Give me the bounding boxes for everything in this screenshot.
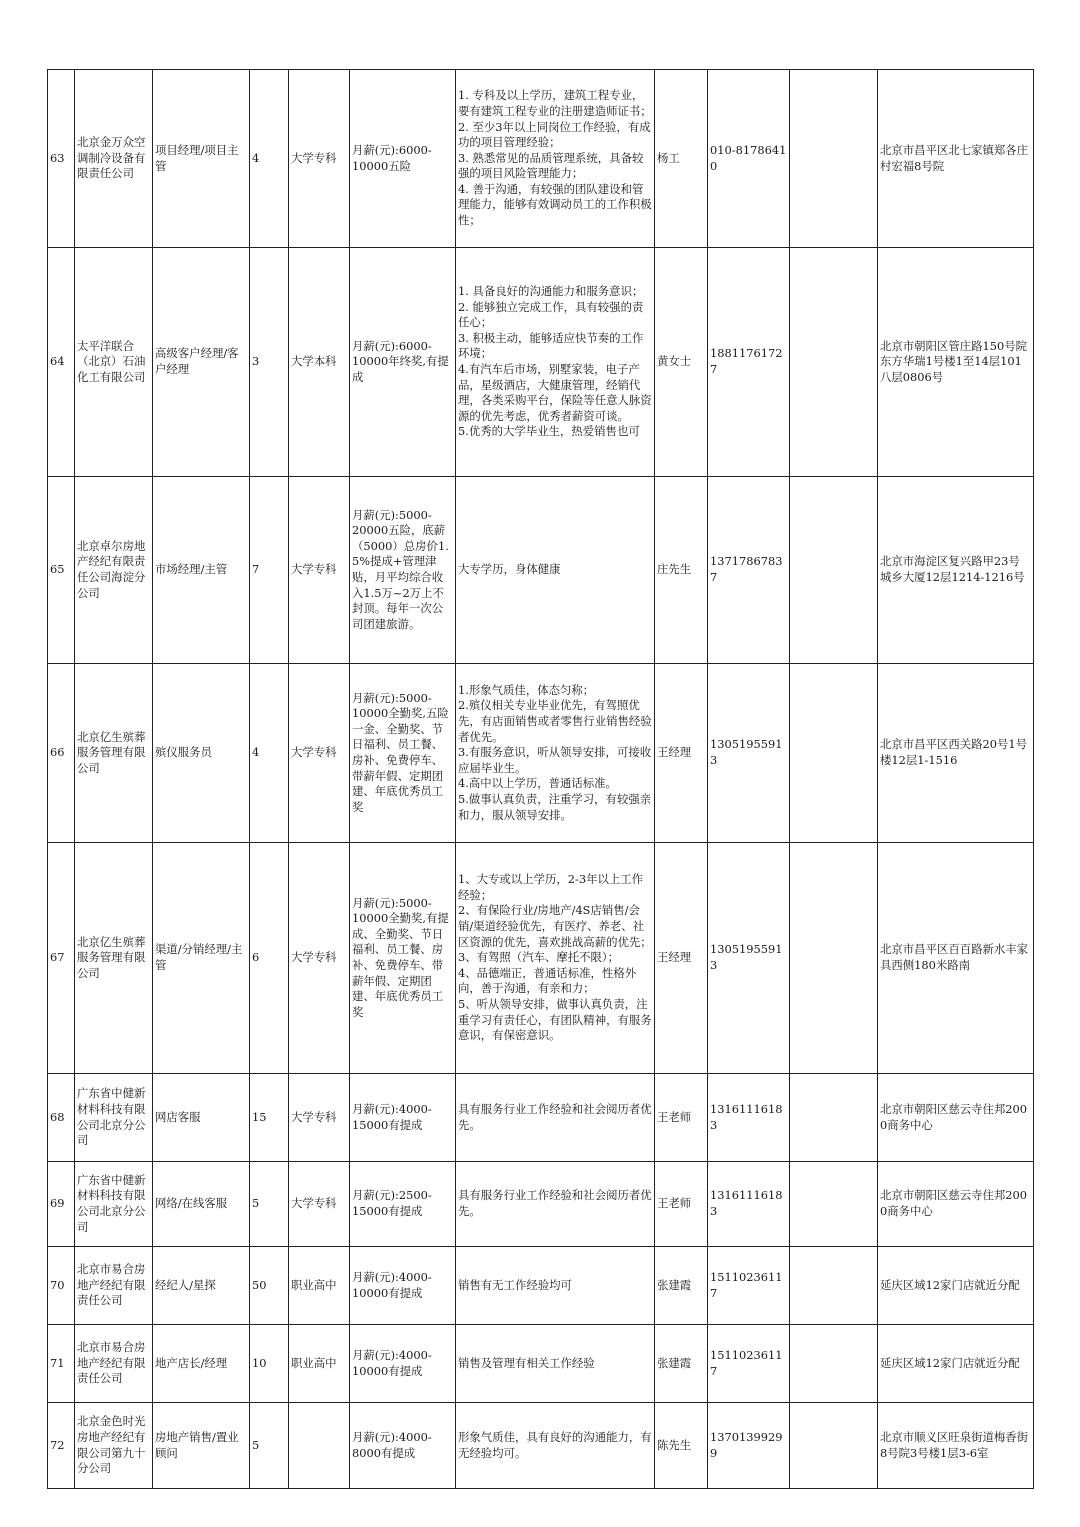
work-address: 北京市朝阳区慈云寺住邦2000商务中心: [878, 1162, 1034, 1247]
work-address: 北京市昌平区北七家镇郑各庄村宏福8号院: [878, 70, 1034, 248]
contact-phone: 18811761727: [708, 248, 790, 477]
education-level: [289, 1403, 350, 1489]
salary-benefits-line: 月薪(元):4000-: [352, 1429, 432, 1444]
spacer-cell: [790, 1247, 878, 1325]
contact-person: 王老师: [655, 1162, 708, 1247]
row-number: 65: [48, 477, 75, 664]
job-requirements-line: 5.做事认真负责，注重学习，有较强亲和力，服从领导安排。: [458, 791, 652, 822]
contact-person: 黄女士: [655, 248, 708, 477]
contact-phone: 13161116183: [708, 1074, 790, 1162]
job-requirements-line: 1.形象气质佳，体态匀称；: [458, 682, 595, 697]
work-address: 北京市顺义区旺泉街道梅香街8号院3号楼1层3-6室: [878, 1403, 1034, 1489]
salary-benefits-line: 10000年终奖,有提成: [352, 354, 449, 384]
work-address: 北京市朝阳区慈云寺住邦2000商务中心: [878, 1074, 1034, 1162]
education-level: 大学专科: [289, 70, 350, 248]
spacer-cell: [790, 1162, 878, 1247]
job-requirements-line: 4. 善于沟通，有较强的团队建设和管理能力，能够有效调动员工的工作积极性；: [458, 181, 652, 228]
salary-benefits: [350, 1247, 456, 1325]
salary-benefits-line: 10000全勤奖,五险一金、全勤奖、节日福利、员工餐、房补、免费停车、带薪年假、定期团建、年底优秀员工奖: [352, 706, 449, 814]
contact-person: 王经理: [655, 664, 708, 843]
salary-benefits: [350, 1325, 456, 1403]
salary-benefits-line: 月薪(元):6000-: [352, 338, 432, 353]
company-name: 广东省中健新材料科技有限公司北京分公司: [75, 1074, 153, 1162]
salary-benefits: [350, 477, 456, 664]
company-name: 北京金色时光房地产经纪有限公司第九十分公司: [75, 1403, 153, 1489]
contact-phone: 15110236117: [708, 1247, 790, 1325]
table-row: [48, 1162, 1034, 1247]
salary-benefits-line: 月薪(元):5000-: [352, 895, 432, 910]
work-address: 北京市昌平区西关路20号1号楼12层1-1516: [878, 664, 1034, 843]
education-level: 职业高中: [289, 1247, 350, 1325]
job-requirements-line: 2. 至少3年以上同岗位工作经验，有成功的项目管理经验；: [458, 119, 651, 150]
row-number: 72: [48, 1403, 75, 1489]
contact-phone: 13701399299: [708, 1403, 790, 1489]
job-requirements-line: 4.有汽车后市场，别墅家装，电子产品，星级酒店，大健康管理，经销代理，各类采购平台，保险等任意人脉资源的优先考虑，优秀者薪资可谈。: [458, 362, 652, 423]
headcount: 7: [250, 477, 289, 664]
contact-person: 庄先生: [655, 477, 708, 664]
headcount: 15: [250, 1074, 289, 1162]
job-requirements-line: 2. 能够独立完成工作，具有较强的责任心；: [458, 299, 644, 330]
row-number: 66: [48, 664, 75, 843]
table-row: [48, 843, 1034, 1074]
contact-phone: 15110236117: [708, 1325, 790, 1403]
row-number: 68: [48, 1074, 75, 1162]
row-number: 69: [48, 1162, 75, 1247]
job-requirements-line: 4、品德端正，普通话标准，性格外向，善于沟通，有亲和力；: [458, 965, 637, 996]
job-requirements: [456, 1162, 655, 1247]
position-title: 网店客服: [153, 1074, 250, 1162]
salary-benefits-line: 月薪(元):4000-: [352, 1347, 432, 1362]
table-row: [48, 1403, 1034, 1489]
table-row: [48, 1074, 1034, 1162]
job-requirements: [456, 70, 655, 248]
job-requirements-line: 大专学历，身体健康: [458, 562, 561, 577]
position-title: 经纪人/星探: [153, 1247, 250, 1325]
education-level: 大学专科: [289, 664, 350, 843]
job-rows: [48, 70, 1034, 1489]
education-level: 大学专科: [289, 1162, 350, 1247]
row-number: 67: [48, 843, 75, 1074]
company-name: 广东省中健新材料科技有限公司北京分公司: [75, 1162, 153, 1247]
table-row: [48, 70, 1034, 248]
job-requirements-line: 4.高中以上学历，普通话标准。: [458, 776, 617, 791]
salary-benefits-line: 8000有提成: [352, 1445, 416, 1460]
job-requirements-line: 1. 具备良好的沟通能力和服务意识；: [458, 284, 644, 299]
salary-benefits-line: 15000有提成: [352, 1117, 423, 1132]
row-number: 70: [48, 1247, 75, 1325]
headcount: 4: [250, 664, 289, 843]
contact-phone: 13717867837: [708, 477, 790, 664]
job-requirements-line: 销售有无工作经验均可: [458, 1277, 572, 1292]
contact-person: 张建霞: [655, 1247, 708, 1325]
job-requirements-line: 形象气质佳，具有良好的沟通能力，有无经验均可。: [458, 1429, 652, 1460]
salary-benefits: [350, 1162, 456, 1247]
job-requirements-line: 3. 熟悉常见的品质管理系统，具备较强的项目风险管理能力；: [458, 150, 644, 181]
job-requirements-line: 3、有驾照（汽车、摩托不限）；: [458, 950, 620, 965]
headcount: 10: [250, 1325, 289, 1403]
headcount: 3: [250, 248, 289, 477]
position-title: 地产店长/经理: [153, 1325, 250, 1403]
spacer-cell: [790, 843, 878, 1074]
work-address: 北京市海淀区复兴路甲23号城乡大厦12层1214-1216号: [878, 477, 1034, 664]
position-title: 高级客户经理/客户经理: [153, 248, 250, 477]
contact-person: 王经理: [655, 843, 708, 1074]
job-requirements: [456, 1403, 655, 1489]
salary-benefits-line: 15000有提成: [352, 1204, 423, 1218]
headcount: 4: [250, 70, 289, 248]
job-requirements-line: 5.优秀的大学毕业生，热爱销售也可: [458, 424, 640, 439]
job-requirements-line: 1. 专科及以上学历，建筑工程专业，要有建筑工程专业的注册建造师证书；: [458, 88, 652, 118]
salary-benefits: [350, 1074, 456, 1162]
job-requirements: [456, 664, 655, 843]
position-title: 殡仪服务员: [153, 664, 250, 843]
salary-benefits: [350, 1403, 456, 1489]
job-requirements-line: 具有服务行业工作经验和社会阅历者优先。: [458, 1188, 652, 1218]
job-listing-table: [47, 69, 1034, 1489]
contact-person: 张建霞: [655, 1325, 708, 1403]
work-address: 延庆区域12家门店就近分配: [878, 1325, 1034, 1403]
company-name: 太平洋联合（北京）石油化工有限公司: [75, 248, 153, 477]
position-title: 项目经理/项目主管: [153, 70, 250, 248]
table-row: [48, 664, 1034, 843]
spacer-cell: [790, 1325, 878, 1403]
job-requirements: [456, 843, 655, 1074]
work-address: 北京市昌平区百百路新水丰家具西侧180米路南: [878, 843, 1034, 1074]
salary-benefits-line: 20000五险，底薪（5000）总房价1.5%提成+管理津贴，月平均综合收入1.5万~2万上不封顶。每年一次公司团建旅游。: [352, 523, 449, 631]
salary-benefits-line: 10000五险: [352, 158, 412, 173]
job-requirements-line: 2、有保险行业/房地产/4S店销售/会销/渠道经验优先，有医疗、养老、社区资源的优先，喜欢挑战高薪的优先；: [458, 903, 652, 949]
spacer-cell: [790, 1403, 878, 1489]
company-name: 北京金万众空调制冷设备有限责任公司: [75, 70, 153, 248]
contact-phone: 13051955913: [708, 664, 790, 843]
row-number: 71: [48, 1325, 75, 1403]
job-requirements-line: 具有服务行业工作经验和社会阅历者优先。: [458, 1101, 652, 1132]
contact-person: 王老师: [655, 1074, 708, 1162]
headcount: 50: [250, 1247, 289, 1325]
row-number: 64: [48, 248, 75, 477]
salary-benefits-line: 月薪(元):4000-: [352, 1101, 432, 1116]
position-title: 市场经理/主管: [153, 477, 250, 664]
salary-benefits: [350, 664, 456, 843]
company-name: 北京卓尔房地产经纪有限责任公司海淀分公司: [75, 477, 153, 664]
job-requirements: [456, 248, 655, 477]
company-name: 北京亿生殡葬服务管理有限公司: [75, 843, 153, 1074]
contact-person: 杨工: [655, 70, 708, 248]
spacer-cell: [790, 70, 878, 248]
contact-phone: 010-81786410: [708, 70, 790, 248]
position-title: 渠道/分销经理/主管: [153, 843, 250, 1074]
table-row: [48, 1247, 1034, 1325]
spacer-cell: [790, 664, 878, 843]
job-requirements: [456, 1325, 655, 1403]
spacer-cell: [790, 1074, 878, 1162]
salary-benefits-line: 月薪(元):4000-: [352, 1269, 432, 1284]
spacer-cell: [790, 477, 878, 664]
spacer-cell: [790, 248, 878, 477]
job-requirements-line: 2.殡仪相关专业毕业优先，有驾照优先，有店面销售或者零售行业销售经验者优先。: [458, 698, 652, 744]
salary-benefits-line: 月薪(元):5000-: [352, 507, 432, 522]
salary-benefits-line: 10000全勤奖,有提成、全勤奖、节日福利、员工餐、房补、免费停车、带薪年假、定期团建、年底优秀员工奖: [352, 911, 449, 1019]
contact-person: 陈先生: [655, 1403, 708, 1489]
company-name: 北京市易合房地产经纪有限责任公司: [75, 1325, 153, 1403]
education-level: 职业高中: [289, 1325, 350, 1403]
education-level: 大学专科: [289, 1074, 350, 1162]
headcount: 5: [250, 1162, 289, 1247]
salary-benefits: [350, 70, 456, 248]
salary-benefits-line: 月薪(元):5000-: [352, 690, 432, 705]
job-requirements-line: 3.有服务意识，听从领导安排，可接收应届毕业生。: [458, 745, 652, 775]
headcount: 5: [250, 1403, 289, 1489]
table-row: [48, 1325, 1034, 1403]
salary-benefits-line: 月薪(元):2500-: [352, 1188, 432, 1203]
company-name: 北京市易合房地产经纪有限责任公司: [75, 1247, 153, 1325]
company-name: 北京亿生殡葬服务管理有限公司: [75, 664, 153, 843]
contact-phone: 13051955913: [708, 843, 790, 1074]
row-number: 63: [48, 70, 75, 248]
education-level: 大学专科: [289, 843, 350, 1074]
salary-benefits: [350, 843, 456, 1074]
job-requirements-line: 1、大专或以上学历，2-3年以上工作经验；: [458, 872, 644, 902]
headcount: 6: [250, 843, 289, 1074]
contact-phone: 13161116183: [708, 1162, 790, 1247]
job-requirements: [456, 477, 655, 664]
work-address: 延庆区域12家门店就近分配: [878, 1247, 1034, 1325]
position-title: 网络/在线客服: [153, 1162, 250, 1247]
job-requirements: [456, 1247, 655, 1325]
education-level: 大学本科: [289, 248, 350, 477]
education-level: 大学专科: [289, 477, 350, 664]
position-title: 房地产销售/置业顾问: [153, 1403, 250, 1489]
salary-benefits-line: 月薪(元):6000-: [352, 142, 432, 157]
job-requirements-line: 3. 积极主动，能够适应快节奏的工作环境；: [458, 330, 644, 361]
table-row: [48, 248, 1034, 477]
salary-benefits: [350, 248, 456, 477]
salary-benefits-line: 10000有提成: [352, 1363, 423, 1378]
job-requirements-line: 销售及管理有相关工作经验: [458, 1355, 595, 1370]
salary-benefits-line: 10000有提成: [352, 1285, 423, 1300]
work-address: 北京市朝阳区管庄路150号院东方华瑞1号楼1至14层101八层0806号: [878, 248, 1034, 477]
job-requirements-line: 5、听从领导安排，做事认真负责，注重学习有责任心，有团队精神，有服务意识，有保密意识。: [458, 996, 652, 1043]
job-requirements: [456, 1074, 655, 1162]
table-row: [48, 477, 1034, 664]
